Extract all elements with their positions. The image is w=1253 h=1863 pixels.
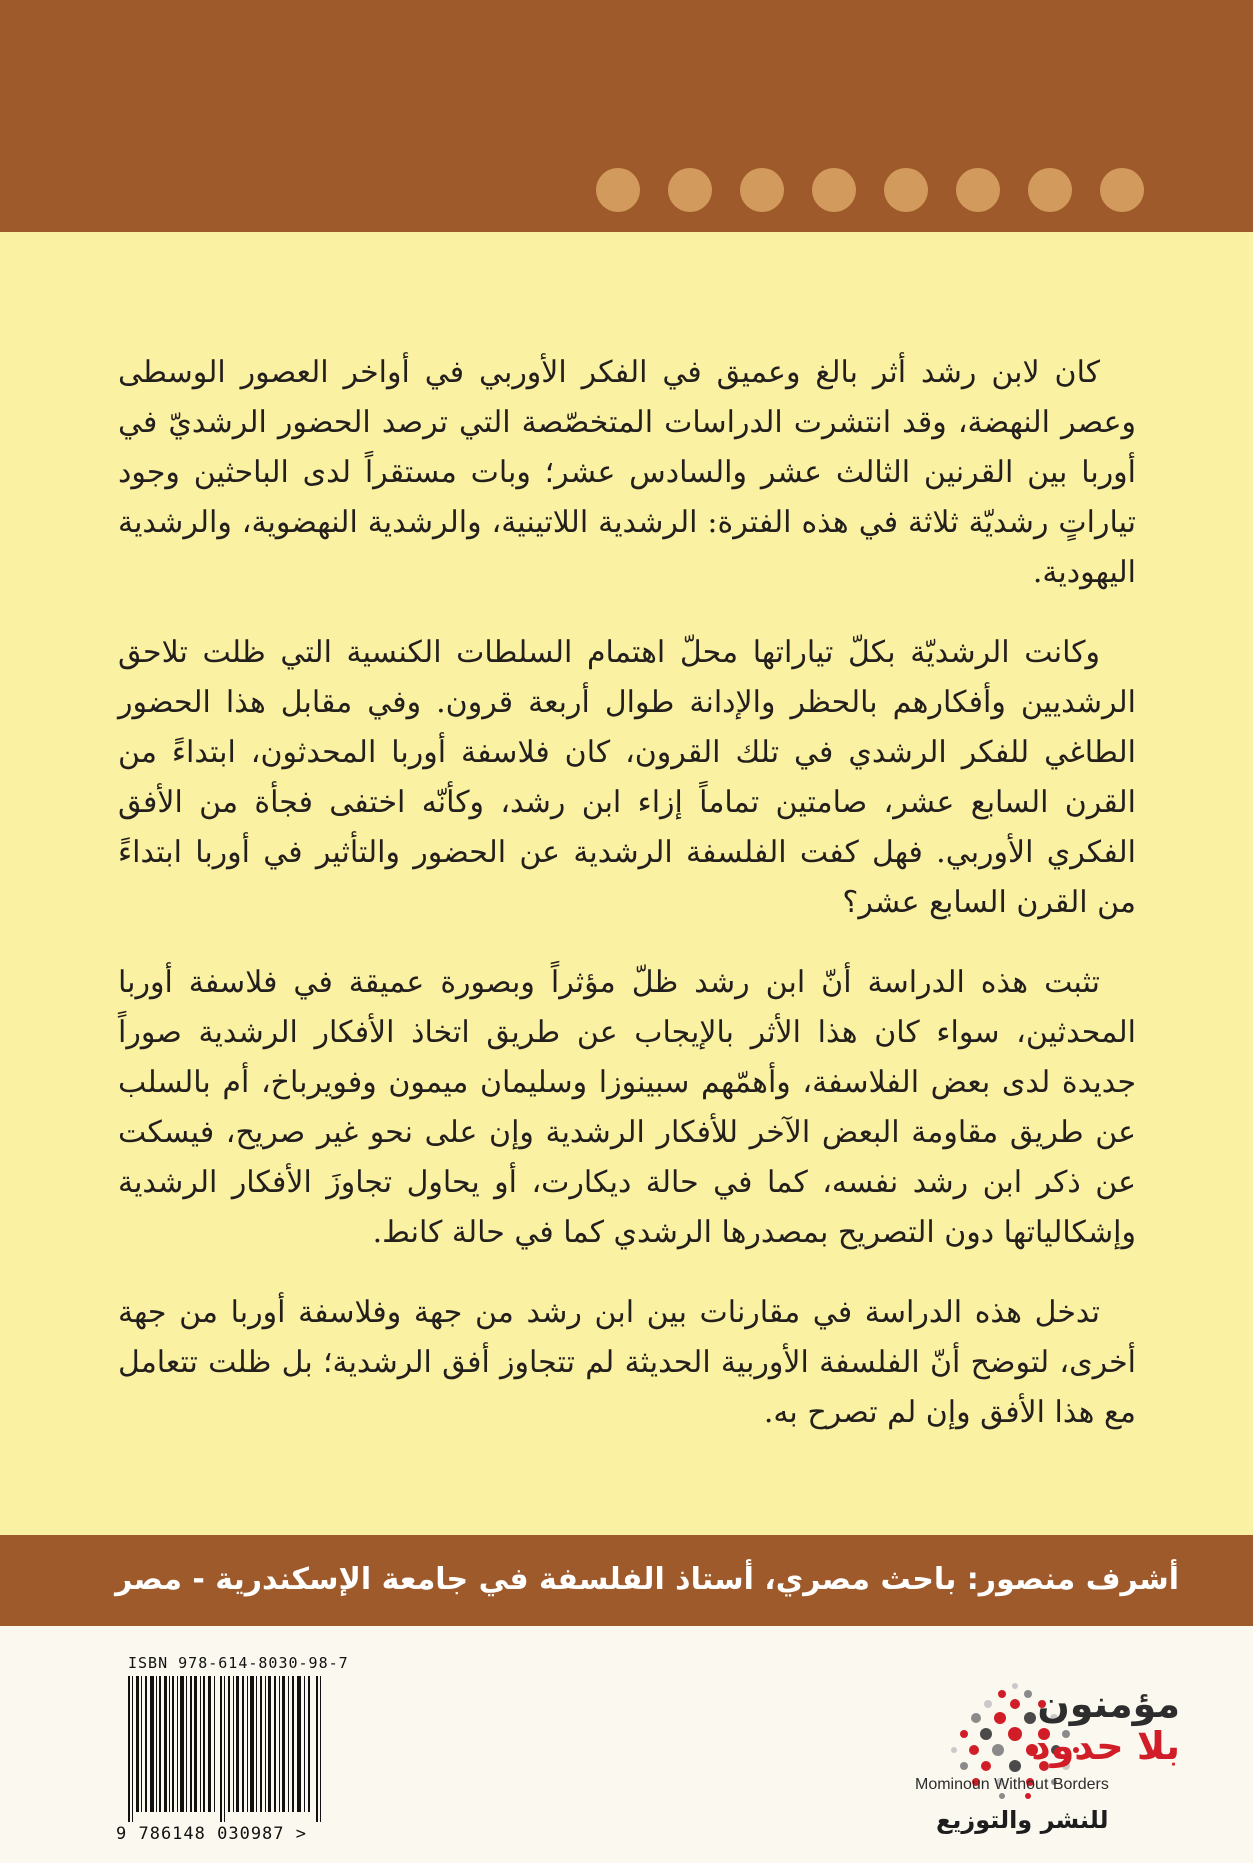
paragraph-text: تدخل هذه الدراسة في مقارنات بين ابن رشد من جهة وفلاسفة أوربا من جهة أخرى، لتوضح أنّ الفلسفة الأوربية الحديثة لم تتجاوز أفق الرشدية؛ بل ظلت تتعامل مع هذا الأفق وإن لم تصرح به. [118,1295,1136,1430]
decorative-dots [596,168,1216,212]
paragraph-text: كان لابن رشد أثر بالغ وعميق في الفكر الأوربي في أواخر العصور الوسطى وعصر النهضة، وقد انتشرت الدراسات المتخصّصة التي ترصد الحضور الرشديّ في أوربا بين القرنين الثالث عشر والسادس عشر؛ وبات مستقراً لدى الباحثين وجود تياراتٍ رشديّة ثلاثة في هذه الفترة: الرشدية اللاتينية، والرشدية النهضوية، والرشدية اليهودية. [118,355,1136,590]
paragraph-text: تثبت هذه الدراسة أنّ ابن رشد ظلّ مؤثراً وبصورة عميقة في فلاسفة أوربا المحدثين، سواء كان هذا الأثر بالإيجاب عن طريق اتخاذ الأفكار الرشدية صوراً جديدة لدى بعض الفلاسفة، وأهمّهم سبينوزا وسليمان ميمون وفويرباخ، أم بالسلب عن طريق مقاومة البعض الآخر للأفكار الرشدية وإن على نحو غير صريح، فيسكت عن ذكر ابن رشد نفسه، كما في حالة ديكارت، أو يحاول تجاوزَ الأفكار الرشدية وإشكالياتها دون التصريح بمصدرها الرشدي كما في حالة كانط. [118,965,1136,1250]
blurb-paragraph-1 [118,348,1136,598]
decorative-dot [956,168,1000,212]
publisher-tagline: للنشر والتوزيع [936,1806,1109,1834]
author-band [0,1535,1253,1626]
decorative-dot [812,168,856,212]
decorative-dot [740,168,784,212]
barcode-image [128,1676,324,1822]
publisher-name-ar-line1: مؤمنون [1037,1682,1180,1726]
decorative-dot [1100,168,1144,212]
paragraph-text: وكانت الرشديّة بكلّ تياراتها محلّ اهتمام السلطات الكنسية التي ظلت تلاحق الرشديين وأفكارهم بالحظر والإدانة طوال أربعة قرون. وفي مقابل هذا الحضور الطاغي للفكر الرشدي في تلك القرون، كان فلاسفة أوربا المحدثون، ابتداءً من القرن السابع عشر، صامتين تماماً إزاء ابن رشد، وكأنّه اختفى فجأة من الأفق الفكري الأوربي. فهل كفت الفلسفة الرشدية عن الحضور والتأثير في أوربا ابتداءً من القرن السابع عشر؟ [118,635,1136,920]
decorative-dot [668,168,712,212]
decorative-dot [596,168,640,212]
blurb-paragraph-2 [118,628,1136,928]
publisher-logo [870,1676,1180,1846]
decorative-dot [1028,168,1072,212]
blurb-paragraph-3 [118,958,1136,1258]
barcode-digits: 9 786148 030987 > [116,1824,307,1844]
blurb-text [118,348,1136,1468]
decorative-dot [884,168,928,212]
isbn-label: ISBN 978-614-8030-98-7 [128,1654,349,1672]
publisher-name-en: Mominoun Without Borders [915,1776,1109,1793]
author-bio: أشرف منصور: باحث مصري، أستاذ الفلسفة في جامعة الإسكندرية - مصر [115,1562,1179,1597]
publisher-name-ar-line2: بلا حدود [1031,1724,1180,1768]
top-band [0,0,1253,232]
blurb-paragraph-4 [118,1288,1136,1438]
